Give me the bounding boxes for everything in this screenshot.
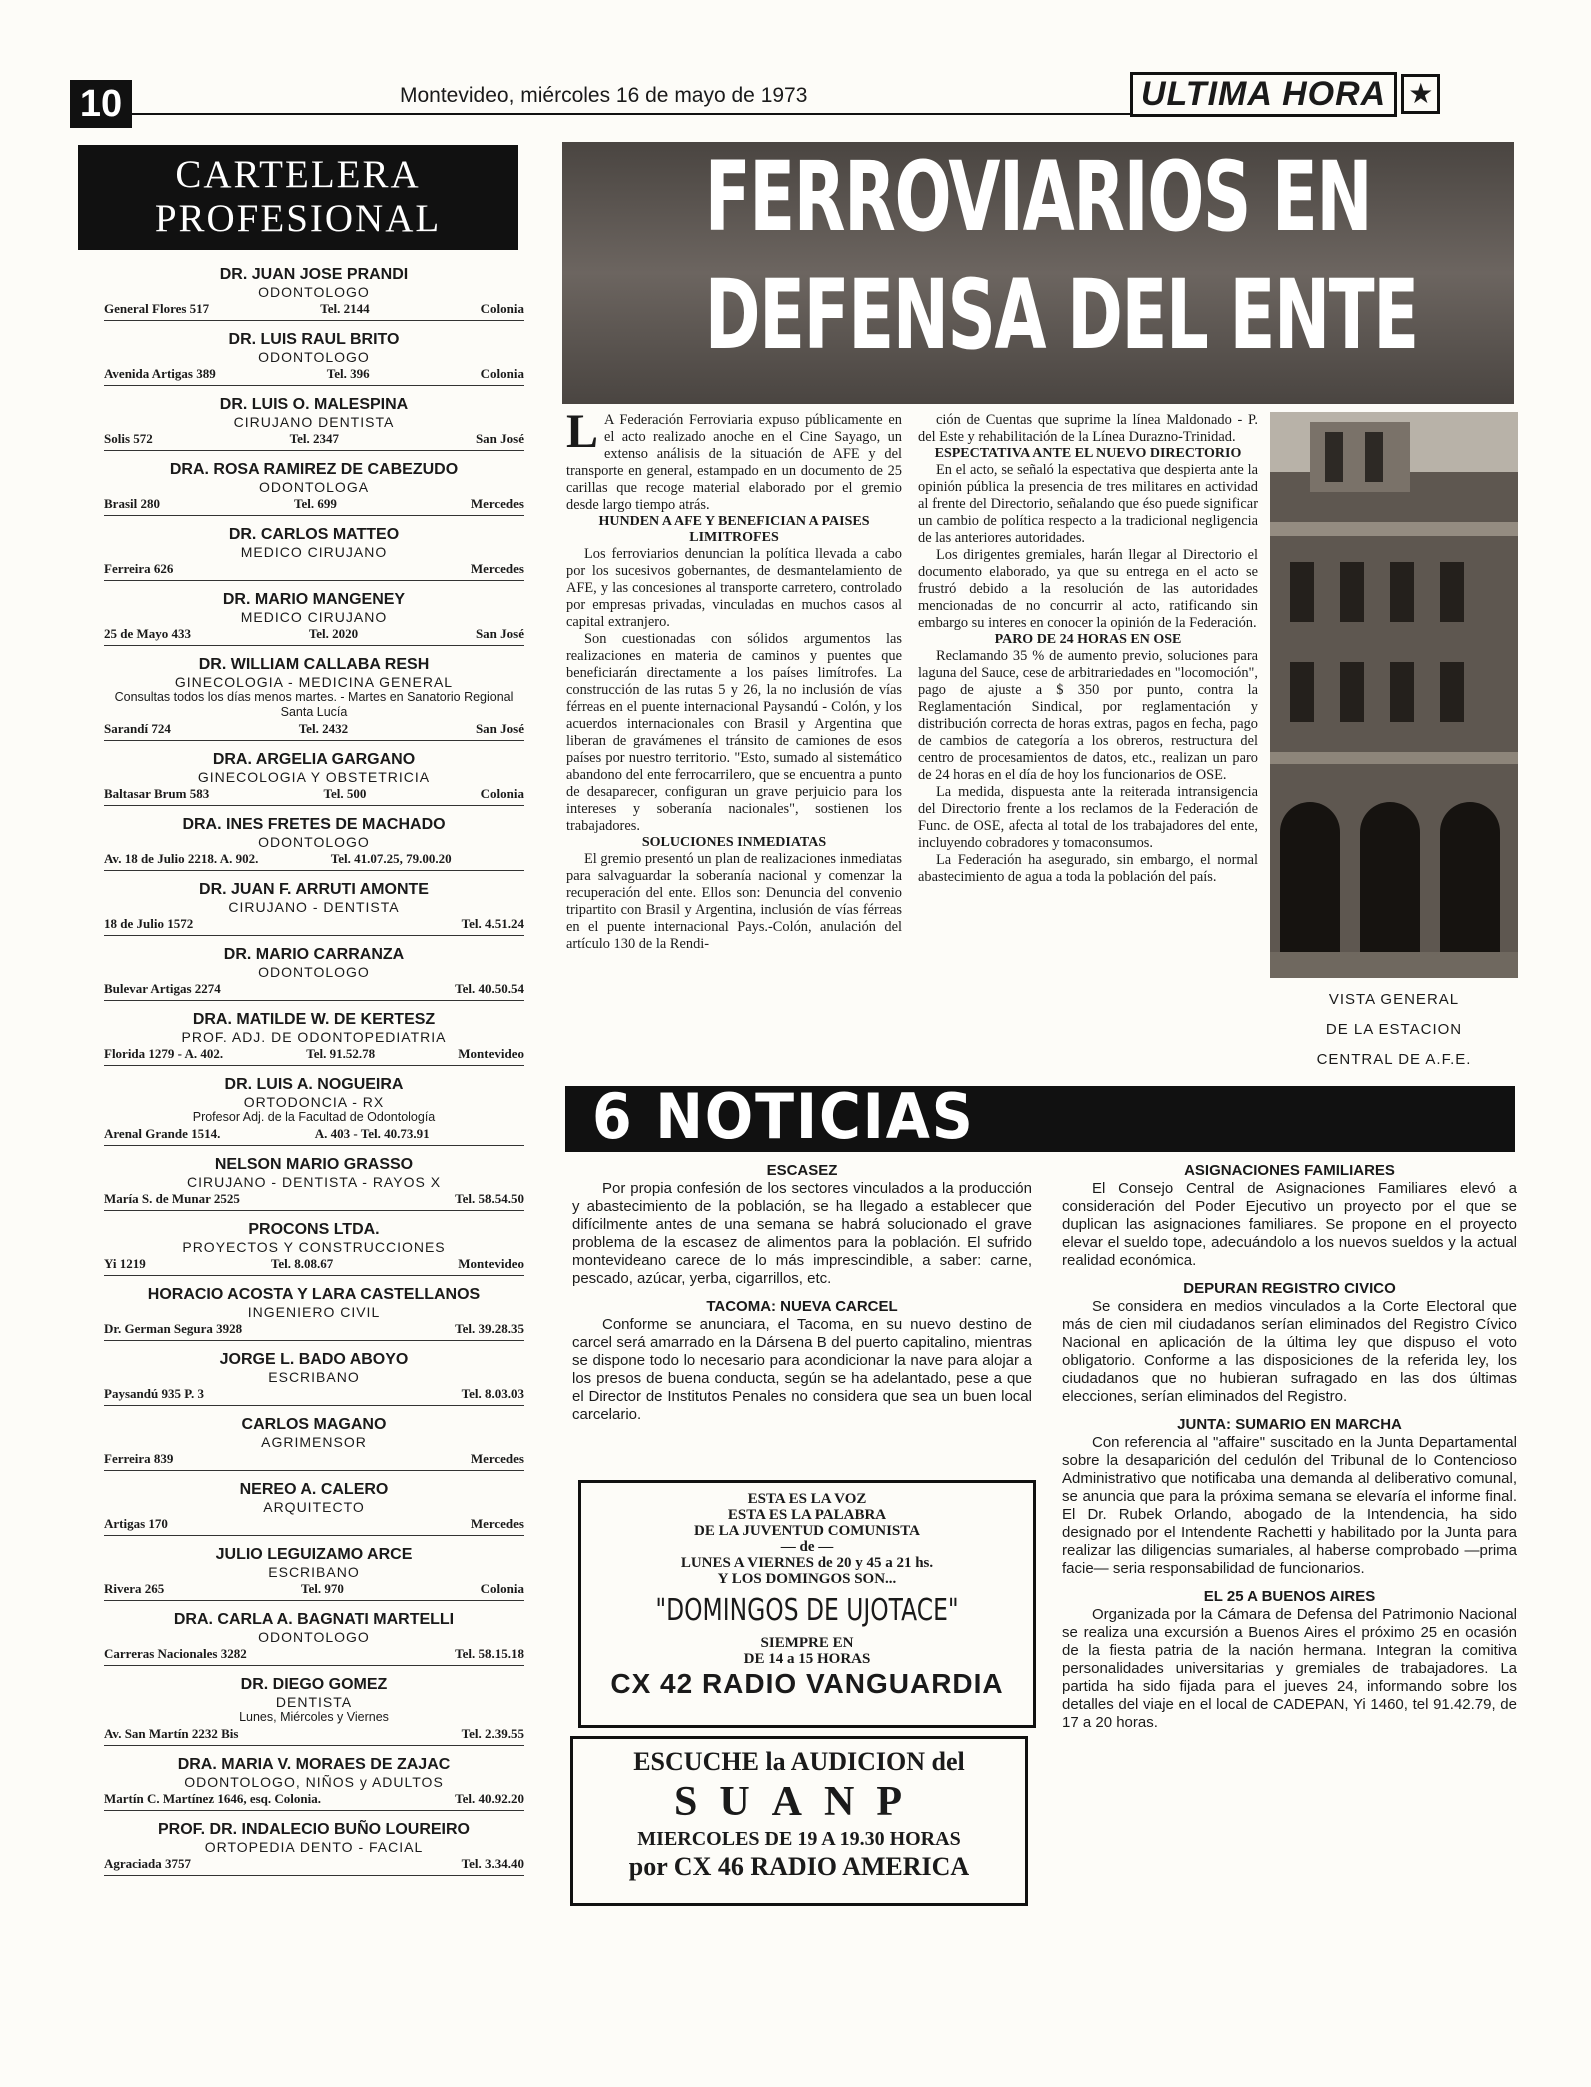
- listing-specialty: ODONTOLOGA: [258, 479, 370, 495]
- listing-city: Tel. 3.34.40: [461, 1856, 524, 1871]
- article-column-1: [566, 405, 902, 953]
- listing-phone: [247, 1645, 455, 1662]
- listing-contact: [104, 625, 524, 642]
- listing-specialty: ODONTOLOGO: [258, 964, 370, 980]
- listing-specialty: ODONTOLOGO: [258, 284, 370, 300]
- listing-phone: Tel. 970: [301, 1581, 344, 1596]
- listing-phone: [321, 1790, 455, 1807]
- listing-specialty: ESCRIBANO: [268, 1564, 360, 1580]
- listing-phone: [221, 980, 455, 997]
- listing-specialty: PROYECTOS Y CONSTRUCCIONES: [182, 1239, 446, 1255]
- listing-address: Solis 572: [104, 431, 153, 446]
- listing-specialty: ARQUITECTO: [263, 1499, 365, 1515]
- listing-name: DRA. MATILDE W. DE KERTESZ: [192, 1011, 436, 1028]
- listing-phone: Tel. 2144: [320, 301, 370, 316]
- cartelera-title-line1: CARTELERA: [175, 153, 421, 196]
- listing-city: Tel. 4.51.24: [461, 916, 524, 931]
- listing-phone: Tel. 8.08.67: [270, 1256, 334, 1271]
- listing-city: Tel. 40.50.54: [455, 981, 524, 996]
- listing-name: DR. CARLOS MATTEO: [228, 526, 400, 543]
- header-rule: [132, 113, 1132, 115]
- listing-name: NEREO A. CALERO: [239, 1481, 389, 1498]
- listing-specialty: CIRUJANO - DENTISTA - RAYOS X: [186, 1174, 442, 1190]
- listing-name: DR. JUAN F. ARRUTI AMONTE: [199, 881, 429, 898]
- article-paragraph: El gremio presentó un plan de realizaciones inmediatas para salvaguardar la soberanía nacional y comenzar la recuperación del ente. Ellos son: Denuncia del convenio tripartito con Brasil y Argentina, inclusión de vías férreas en el puente internacional Pays.-Colón, anulación del artículo 130 de la Rendi-: [566, 851, 902, 952]
- news-item: [1062, 1280, 1517, 1406]
- station-photo: [1270, 412, 1518, 978]
- page-number: 10: [70, 80, 132, 128]
- listing-address: 18 de Julio 1572: [104, 916, 194, 931]
- ad-ujc-line: — de —: [780, 1539, 834, 1555]
- ad-suanp-name: SUANP: [673, 1779, 924, 1825]
- listing-entry: [104, 1607, 524, 1666]
- article-subheading: ESPECTATIVA ANTE EL NUEVO DIRECTORIO: [934, 446, 1242, 461]
- listing-phone: Tel. 396: [326, 366, 370, 381]
- listing-name: DR. MARIO CARRANZA: [223, 946, 405, 963]
- listing-contact: [104, 1645, 524, 1662]
- listing-contact: [104, 1790, 524, 1807]
- news-text: El Consejo Central de Asignaciones Familiares elevó a consideración del Poder Ejecutivo un proyecto por el que se duplican las asignaciones familiares. Se propone en el proyecto elevar el sueldo tope, adecuándolo a los nuevos sueldos y la actual realidad económica.: [1062, 1180, 1517, 1269]
- listing-specialty: ODONTOLOGO: [258, 834, 370, 850]
- ad-suanp-line: ESCUCHE la AUDICION del: [633, 1747, 965, 1776]
- listing-city: San José: [475, 431, 524, 446]
- listing-address: María S. de Munar 2525: [104, 1191, 240, 1206]
- listing-extra: Profesor Adj. de la Facultad de Odontología: [192, 1110, 436, 1124]
- listing-specialty: CIRUJANO DENTISTA: [233, 414, 395, 430]
- listing-entry: [104, 652, 524, 741]
- ad-ujc-line: SIEMPRE EN: [760, 1635, 854, 1651]
- listing-name: DRA. ARGELIA GARGANO: [212, 751, 416, 768]
- news-text: Con referencia al "affaire" suscitado en la Junta Departamental sobre la desaparición del cedulón del Tribunal de lo Contencioso Administrativo que notificaba una demanda al deliberativo comunal, se anuncia que para la próxima semana se elevaría el informe final. El Dr. Rubek Orlando, abogado de la Intendencia, ha sido designado por el Intendente Rachetti y habilitado por la Junta para realizar las diligencias sumariales, al haberse comprobado —prima facie— seria responsabilidad de funcionarios.: [1062, 1434, 1517, 1577]
- listing-city: Tel. 40.92.20: [455, 1791, 524, 1806]
- listing-entry: [104, 942, 524, 1001]
- news-item: [1062, 1416, 1517, 1578]
- listing-address: Ferreira 626: [104, 561, 174, 576]
- listing-phone: Tel. 500: [323, 786, 367, 801]
- news-heading: TACOMA: NUEVA CARCEL: [706, 1298, 898, 1315]
- listing-contact: [104, 430, 524, 447]
- listing-entry: [104, 1007, 524, 1066]
- listing-specialty: ORTOPEDIA DENTO - FACIAL: [204, 1839, 424, 1855]
- listing-contact: [104, 1125, 524, 1142]
- listing-city: Tel. 8.03.03: [461, 1386, 524, 1401]
- article-paragraph: Reclamando 35 % de aumento previo, soluciones para laguna del Sauce, cese de arbitrariedades en "locomoción", pago de ajuste a $ 350 por punto, contra la Reglamentación Sindical, por reglamentación y distribución correcta de horas extras, pagos en fecha, pago de cambios de categoría a los obreros, restructura del centro de procesamientos de datos, etc., realizan un paro de 24 horas en el día de hoy los funcionarios de OSE.: [918, 648, 1258, 783]
- listing-specialty: CIRUJANO - DENTISTA: [228, 899, 400, 915]
- ad-ujc-line: Y LOS DOMINGOS SON...: [717, 1571, 897, 1587]
- cartelera-title: [78, 145, 518, 250]
- article-paragraph: Los dirigentes gremiales, harán llegar al Directorio el documento elaborado, ya que su entrega en el acto se frustró debido a la resolución de las autoridades mencionadas de no concurrir al acto, ratificando sin embargo su interes en conocer la opinión de la Federación.: [918, 547, 1258, 631]
- listing-specialty: ODONTOLOGO: [258, 349, 370, 365]
- listing-city: San José: [475, 721, 524, 736]
- caption-line: CENTRAL DE A.F.E.: [1316, 1051, 1472, 1068]
- listing-entry: [104, 1217, 524, 1276]
- ad-ujc-line: ESTA ES LA PALABRA: [727, 1507, 887, 1523]
- listing-address: 25 de Mayo 433: [104, 626, 192, 641]
- headline-line2: DEFENSA DEL ENTE: [704, 259, 1418, 371]
- article-paragraph: La Federación ha asegurado, sin embargo, el normal abastecimiento de agua a toda la población del país.: [918, 852, 1258, 885]
- listing-specialty: MEDICO CIRUJANO: [240, 609, 388, 625]
- listing-entry: [104, 1542, 524, 1601]
- listing-entry: [104, 747, 524, 806]
- listing-address: Avenida Artigas 389: [104, 366, 216, 381]
- listing-contact: [104, 1580, 524, 1597]
- listing-city: Colonia: [480, 366, 524, 381]
- news-text: Organizada por la Cámara de Defensa del Patrimonio Nacional se realiza una excursión a Buenos Aires el próximo 25 en ocasión de la fiesta patria de la nación hermana. Integran la comitiva personalidades universitarias y gremiales de trabajadores. La partida ha sido fijada para el jueves 24, informando sobre los detalles del viaje en el local de CADEPAN, Yi 1460, tel 91.42.79, de 17 a 20 horas.: [1062, 1606, 1517, 1731]
- drop-cap: L: [566, 405, 599, 458]
- photo-caption: [1270, 985, 1518, 1075]
- listing-phone: [173, 1450, 470, 1467]
- listing-contact: [104, 1725, 524, 1742]
- listing-name: DR. JUAN JOSE PRANDI: [219, 266, 409, 283]
- listing-extra: Lunes, Miércoles y Viernes: [239, 1710, 389, 1724]
- article-subheading: SOLUCIONES INMEDIATAS: [641, 835, 827, 850]
- listing-entry: [104, 812, 524, 871]
- ad-suanp-line: MIERCOLES DE 19 A 19.30 HORAS: [637, 1828, 961, 1850]
- article-column-2: [918, 412, 1258, 886]
- listing-contact: [104, 850, 524, 867]
- listing-specialty: GINECOLOGIA - MEDICINA GENERAL: [174, 674, 454, 690]
- listing-contact: [104, 300, 524, 317]
- listing-address: Ferreira 839: [104, 1451, 174, 1466]
- article-paragraph: En el acto, se señaló la espectativa que despierta ante la opinión pública la presencia de tres militares en actividad al frente del Directorio, señalando que éso puede significar un cambio de política respecto a la tradicional negligencia de las anteriores autoridades.: [918, 462, 1258, 546]
- ad-ujc-program: "DOMINGOS DE UJOTACE": [655, 1593, 959, 1628]
- listing-contact: [104, 1385, 524, 1402]
- listing-contact: [104, 915, 524, 932]
- listing-specialty: DENTISTA: [275, 1694, 353, 1710]
- listing-phone: [240, 1190, 455, 1207]
- news-item: [1062, 1588, 1517, 1732]
- listing-address: Sarandí 724: [104, 721, 171, 736]
- listing-name: DR. LUIS O. MALESPINA: [219, 396, 409, 413]
- listing-name: DR. WILLIAM CALLABA RESH: [198, 656, 430, 673]
- listing-address: Brasil 280: [104, 496, 160, 511]
- article-paragraph: ción de Cuentas que suprime la línea Maldonado - P. del Este y rehabilitación de la Línea Durazno-Trinidad.: [918, 412, 1258, 445]
- listing-specialty: AGRIMENSOR: [261, 1434, 367, 1450]
- listing-phone: Tel. 2347: [289, 431, 340, 446]
- listing-entry: [104, 1477, 524, 1536]
- listing-name: PROCONS LTDA.: [248, 1221, 380, 1238]
- news-item: [572, 1298, 1032, 1424]
- listing-name: NELSON MARIO GRASSO: [214, 1156, 414, 1173]
- listing-contact: [104, 560, 524, 577]
- news-heading: JUNTA: SUMARIO EN MARCHA: [1177, 1416, 1402, 1433]
- listing-phone: [204, 1385, 462, 1402]
- listing-entry: [104, 1347, 524, 1406]
- listing-address: Av. San Martín 2232 Bis: [104, 1726, 239, 1741]
- listing-contact: [104, 1320, 524, 1337]
- listing-name: DRA. MARIA V. MORAES DE ZAJAC: [177, 1756, 451, 1773]
- listing-city: Tel. 39.28.35: [455, 1321, 524, 1336]
- news-heading: ESCASEZ: [766, 1162, 838, 1179]
- dateline: Montevideo, miércoles 16 de mayo de 1973: [400, 84, 808, 107]
- ad-ujotace: [578, 1480, 1036, 1728]
- listing-contact: [104, 1855, 524, 1872]
- masthead: [1130, 72, 1440, 116]
- listing-address: Martín C. Martínez 1646, esq. Colonia.: [104, 1791, 322, 1806]
- listing-contact: [104, 365, 524, 382]
- listing-city: Colonia: [480, 786, 524, 801]
- listing-address: Bulevar Artigas 2274: [104, 981, 221, 996]
- listing-phone: [238, 1725, 461, 1742]
- listing-contact: [104, 720, 524, 737]
- listing-address: Dr. German Segura 3928: [104, 1321, 243, 1336]
- listing-entry: [104, 1412, 524, 1471]
- news-text: Conforme se anunciara, el Tacoma, en su nuevo destino de carcel será amarrado en la Dársena B del puerto capitalino, mientras se dispone todo lo necesario para acondicionar la nave para alojar a los presos de buena conducta, según se ha adelantado, pese a que el Director de Institutos Penales no considera que sea un buen local carcelario.: [572, 1316, 1032, 1423]
- ad-suanp: [570, 1736, 1028, 1906]
- ad-ujc-radio: CX 42 RADIO VANGUARDIA: [610, 1668, 1004, 1699]
- listing-phone: [168, 1515, 471, 1532]
- news-item: [1062, 1162, 1517, 1270]
- listing-entry: [104, 392, 524, 451]
- caption-line: VISTA GENERAL: [1328, 991, 1460, 1008]
- listing-phone: [191, 1855, 462, 1872]
- listing-name: HORACIO ACOSTA Y LARA CASTELLANOS: [147, 1286, 481, 1303]
- star-icon: ★: [1401, 74, 1440, 114]
- listing-contact: [104, 1515, 524, 1532]
- listing-entry: [104, 1752, 524, 1811]
- listing-specialty: GINECOLOGIA Y OBSTETRICIA: [197, 769, 431, 785]
- listing-name: DRA. ROSA RAMIREZ DE CABEZUDO: [169, 461, 459, 478]
- listing-address: Carreras Nacionales 3282: [104, 1646, 247, 1661]
- listing-name: JULIO LEGUIZAMO ARCE: [215, 1546, 413, 1563]
- noticias-title: 6 NOTICIAS: [592, 1080, 975, 1153]
- article-paragraph: La medida, dispuesta ante la reiterada intransigencia del Directorio frente a los reclamos de la Federación de Func. de OSE, afecta al total de los trabajadores del ente, incluyendo cobradores y tomaconsumos.: [918, 784, 1258, 851]
- listing-extra: Consultas todos los días menos martes. - Martes en Sanatorio Regional Santa Lucía: [114, 690, 514, 719]
- news-heading: ASIGNACIONES FAMILIARES: [1184, 1162, 1395, 1179]
- listing-phone: Tel. 2020: [308, 626, 359, 641]
- listing-entry: [104, 262, 524, 321]
- cartelera-title-line2: PROFESIONAL: [154, 197, 442, 240]
- listing-contact: [104, 1045, 524, 1062]
- listing-contact: [104, 1450, 524, 1467]
- listing-phone: Tel. 2432: [298, 721, 349, 736]
- listing-contact: [104, 495, 524, 512]
- article-paragraph: Los ferroviarios denuncian la política llevada a cabo por los sucesivos gobernantes, de desmantelamiento de AFE, y las concesiones al transporte carretero, controlado por empresas privadas, vinculadas en muchos casos al capital extranjero.: [566, 546, 902, 630]
- listing-entry: [104, 877, 524, 936]
- listing-name: DRA. CARLA A. BAGNATI MARTELLI: [173, 1611, 455, 1628]
- station-photo-illustration: [1270, 412, 1518, 978]
- listing-entry: [104, 457, 524, 516]
- listing-contact: [104, 1190, 524, 1207]
- masthead-logo: ULTIMA HORA: [1130, 72, 1397, 117]
- listing-phone: [173, 560, 470, 577]
- listing-entry: [104, 1072, 524, 1146]
- listing-city: San José: [475, 626, 524, 641]
- listing-phone: [193, 915, 461, 932]
- listing-contact: [104, 1255, 524, 1272]
- listing-contact: [104, 785, 524, 802]
- article-paragraph: [566, 405, 902, 514]
- ad-ujc-line: DE LA JUVENTUD COMUNISTA: [694, 1523, 920, 1539]
- news-heading: EL 25 A BUENOS AIRES: [1203, 1588, 1376, 1605]
- headline-line1: FERROVIARIOS EN: [704, 141, 1372, 253]
- listing-phone: A. 403 - Tel. 40.73.91: [314, 1126, 430, 1141]
- listing-address: Agraciada 3757: [104, 1856, 192, 1871]
- ad-suanp-line: por CX 46 RADIO AMERICA: [628, 1852, 970, 1881]
- listing-name: PROF. DR. INDALECIO BUÑO LOUREIRO: [157, 1821, 470, 1838]
- listing-phone: [242, 1320, 455, 1337]
- listing-entry: [104, 327, 524, 386]
- listing-specialty: ODONTOLOGO, NIÑOS y ADULTOS: [184, 1774, 444, 1790]
- listing-address: Av. 18 de Julio 2218. A. 902.: [104, 851, 259, 866]
- listing-name: CARLOS MAGANO: [241, 1416, 387, 1433]
- listing-name: DR. LUIS RAUL BRITO: [228, 331, 400, 348]
- listing-phone: Tel. 699: [293, 496, 337, 511]
- listing-entry: [104, 1817, 524, 1876]
- listing-entry: [104, 587, 524, 646]
- listing-specialty: INGENIERO CIVIL: [247, 1304, 381, 1320]
- listing-city: Mercedes: [470, 1516, 524, 1531]
- listing-specialty: PROF. ADJ. DE ODONTOPEDIATRIA: [181, 1029, 447, 1045]
- caption-line: DE LA ESTACION: [1325, 1021, 1463, 1038]
- listing-address: Artigas 170: [104, 1516, 168, 1531]
- listing-name: DRA. INES FRETES DE MACHADO: [182, 816, 446, 833]
- listing-address: Arenal Grande 1514.: [104, 1126, 221, 1141]
- listing-address: Florida 1279 - A. 402.: [104, 1046, 224, 1061]
- listing-city: Mercedes: [470, 496, 524, 511]
- listing-name: DR. DIEGO GOMEZ: [240, 1676, 388, 1693]
- listing-city: Mercedes: [470, 1451, 524, 1466]
- article-subheading: HUNDEN A AFE Y BENEFICIAN A PAISES LIMITROFES: [598, 514, 870, 545]
- listing-address: Paysandú 935 P. 3: [104, 1386, 204, 1401]
- listing-city: Tel. 58.54.50: [455, 1191, 524, 1206]
- listing-city: Tel. 58.15.18: [455, 1646, 524, 1661]
- listing-city: Colonia: [480, 301, 524, 316]
- listing-specialty: ESCRIBANO: [268, 1369, 360, 1385]
- listing-phone: Tel. 41.07.25, 79.00.20: [330, 851, 452, 866]
- article-lead-text: A Federación Ferroviaria expuso públicamente en el acto realizado anoche en el Cine Sayago, un extenso análisis de la situación de AFE y del transporte en general, estampado en un documento de 25 carillas que recoge material elaborado por el gremio desde largo tiempo atrás.: [566, 412, 902, 513]
- listing-entry: [104, 1152, 524, 1211]
- listing-entry: [104, 1672, 524, 1746]
- listing-name: DR. MARIO MANGENEY: [222, 591, 406, 608]
- listing-city: Colonia: [480, 1581, 524, 1596]
- listing-city: Montevideo: [458, 1256, 524, 1271]
- listing-address: Rivera 265: [104, 1581, 165, 1596]
- article-paragraph: Son cuestionadas con sólidos argumentos las realizaciones en materia de caminos y puentes que beneficiarán directamente a los países limítrofes. La construcción de las rutas 5 y 26, la no inclusión de vías férreas en el puente internacional Paysandú - Colón, y los acuerdos internacionales con Brasil y Argentina que liberan de gravámenes el tránsito de camiones de esos países por nuestro territorio. "Esto, sumado al sistemático abandono del ente ferrocarrilero, que se encuentra a punto de desaparecer, configuran un grave perjuicio para los intereses y soberanía nacionales", sostienen los trabajadores.: [566, 631, 902, 834]
- article-subheading: PARO DE 24 HORAS EN OSE: [994, 632, 1182, 647]
- ad-ujc-line: DE 14 a 15 HORAS: [743, 1651, 871, 1667]
- listing-phone: Tel. 91.52.78: [306, 1046, 376, 1061]
- news-text: Se considera en medios vinculados a la Corte Electoral que más de cien mil ciudadanos serían eliminados del Registro Cívico Nacional en aplicación de la última ley que dispuso el voto obligatorio. Conforme a las disposiciones de la referida ley, los ciudadanos que no hubieran sufragado en las dos últimas elecciones, serían eliminados del Registro.: [1062, 1298, 1517, 1405]
- ad-ujc-line: ESTA ES LA VOZ: [747, 1491, 867, 1507]
- listing-address: General Flores 517: [104, 301, 210, 316]
- ad-ujc-line: LUNES A VIERNES de 20 y 45 a 21 hs.: [680, 1555, 934, 1571]
- listing-specialty: ODONTOLOGO: [258, 1629, 370, 1645]
- listing-specialty: ORTODONCIA - RX: [243, 1094, 385, 1110]
- noticias-column-2: [1062, 1158, 1517, 1742]
- listing-contact: [104, 980, 524, 997]
- headline: [704, 138, 1418, 374]
- listing-city: Tel. 2.39.55: [461, 1726, 524, 1741]
- listing-entry: [104, 522, 524, 581]
- listing-city: Mercedes: [470, 561, 524, 576]
- listing-city: Montevideo: [458, 1046, 524, 1061]
- listing-entry: [104, 1282, 524, 1341]
- news-heading: DEPURAN REGISTRO CIVICO: [1183, 1280, 1396, 1297]
- listing-name: DR. LUIS A. NOGUEIRA: [224, 1076, 404, 1093]
- cartelera-listings: [104, 262, 524, 1882]
- listing-address: Yi 1219: [104, 1256, 146, 1271]
- listing-specialty: MEDICO CIRUJANO: [240, 544, 388, 560]
- listing-name: JORGE L. BADO ABOYO: [219, 1351, 409, 1368]
- noticias-column-1: [572, 1158, 1032, 1434]
- news-text: Por propia confesión de los sectores vinculados a la producción y abastecimiento de la población, se ha llegado a establecer que difícilmente antes de una semana se habrá solucionado el grave problema de la escasez de alimentos para la población. El sufrido montevideano carece de lo más imprescindible, a saber: carne, pescado, azúcar, yerba, cigarrillos, etc.: [572, 1180, 1032, 1287]
- news-item: [572, 1162, 1032, 1288]
- listing-address: Baltasar Brum 583: [104, 786, 210, 801]
